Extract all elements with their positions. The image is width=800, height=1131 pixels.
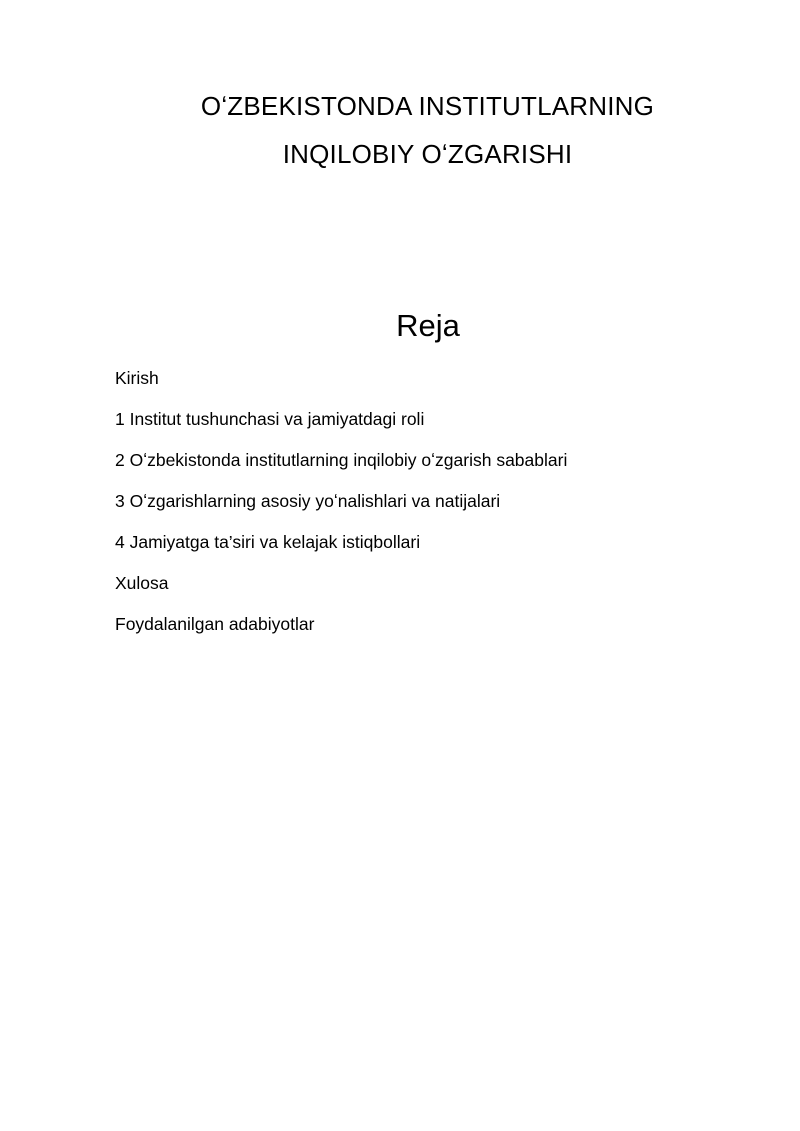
plan-heading: Reja	[396, 308, 460, 343]
plan-item-introduction: Kirish	[115, 368, 159, 388]
plan-item-1: 1 Institut tushunchasi va jamiyatdagi roli	[115, 409, 425, 429]
title-line-1: Oʻ​ZBEKISTONDA INSTITUTLARNING	[200, 91, 655, 121]
plan-item-references: Foydalanilgan adabiyotlar	[115, 614, 315, 634]
plan-list	[115, 364, 567, 651]
plan-item-2: 2 Oʻzbekistonda institutlarning inqilobiy oʻzgarish sabablari	[115, 450, 568, 470]
plan-item-3: 3 Oʻzgarishlarning asosiy yoʻnalishlari va natijalari	[115, 491, 501, 511]
plan-item-conclusion: Xulosa	[115, 573, 169, 593]
document-title	[0, 82, 800, 178]
plan-item-4: 4 Jamiyatga ta’siri va kelajak istiqbollari	[115, 532, 421, 552]
title-line-2: INQILOBIY Oʻ​ZGARISHI	[282, 139, 573, 169]
